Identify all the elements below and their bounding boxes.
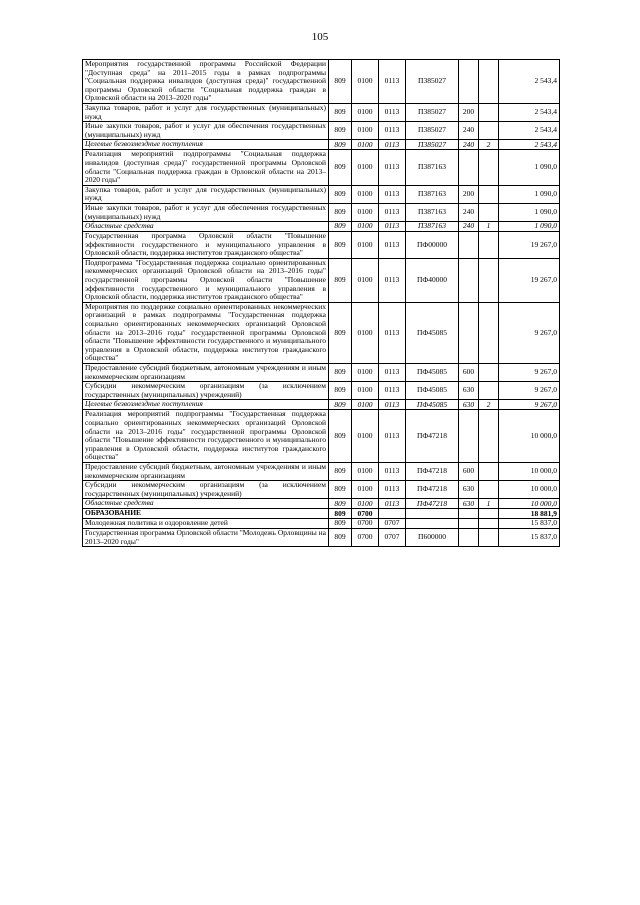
- row-description: Реализация мероприятий подпрограммы "Социальная поддержка инвалидов (доступная среда)" государственной программы Орловской области "Социальная поддержка граждан в Орловской области на 2013–2020 годы": [83, 150, 329, 185]
- subsection-code: 0113: [379, 400, 406, 410]
- subsection-code: 0113: [379, 185, 406, 203]
- table-row: [83, 382, 560, 400]
- funding-source-code: [479, 481, 499, 499]
- funding-source-code: [479, 410, 499, 463]
- target-article-code: ПФ40000: [406, 258, 459, 302]
- funding-source-code: [479, 462, 499, 480]
- target-article-code: П385027: [406, 103, 459, 121]
- target-article-code: ПФ47218: [406, 499, 459, 509]
- funding-source-code: [479, 509, 499, 519]
- funding-source-code: [479, 103, 499, 121]
- expense-type-code: [459, 528, 479, 546]
- section-code: 0100: [352, 400, 379, 410]
- amount: 10 000,0: [499, 462, 560, 480]
- subsection-code: 0113: [379, 364, 406, 382]
- expense-type-code: 630: [459, 400, 479, 410]
- funding-source-code: [479, 60, 499, 104]
- table-row: [83, 364, 560, 382]
- section-code: 0100: [352, 122, 379, 140]
- subsection-code: 0113: [379, 103, 406, 121]
- amount: 10 000,0: [499, 499, 560, 509]
- funding-source-code: [479, 382, 499, 400]
- subsection-code: 0113: [379, 481, 406, 499]
- expense-type-code: [459, 410, 479, 463]
- department-code: 809: [329, 302, 352, 363]
- department-code: 809: [329, 232, 352, 259]
- section-code: 0100: [352, 410, 379, 463]
- row-description: Иные закупки товаров, работ и услуг для обеспечения государственных (муниципальных) нужд: [83, 203, 329, 221]
- section-code: 0100: [352, 481, 379, 499]
- amount: 18 881,9: [499, 509, 560, 519]
- table-row: [83, 528, 560, 546]
- row-description: Субсидии некоммерческим организациям (за исключением государственных (муниципальных) учреждений): [83, 382, 329, 400]
- subsection-code: 0113: [379, 232, 406, 259]
- amount: 10 000,0: [499, 481, 560, 499]
- expense-type-code: 240: [459, 222, 479, 232]
- subsection-code: 0113: [379, 122, 406, 140]
- target-article-code: ПФ45085: [406, 382, 459, 400]
- subsection-code: 0113: [379, 302, 406, 363]
- row-description: Иные закупки товаров, работ и услуг для обеспечения государственных (муниципальных) нужд: [83, 122, 329, 140]
- section-code: 0100: [352, 364, 379, 382]
- target-article-code: П387163: [406, 185, 459, 203]
- target-article-code: П385027: [406, 122, 459, 140]
- table-row: [83, 60, 560, 104]
- department-code: 809: [329, 400, 352, 410]
- expense-type-code: [459, 60, 479, 104]
- row-description: Целевые безвозмездные поступления: [83, 140, 329, 150]
- department-code: 809: [329, 203, 352, 221]
- funding-source-code: [479, 302, 499, 363]
- department-code: 809: [329, 364, 352, 382]
- funding-source-code: [479, 519, 499, 529]
- amount: 9 267,0: [499, 302, 560, 363]
- amount: 10 000,0: [499, 410, 560, 463]
- funding-source-code: [479, 203, 499, 221]
- section-code: 0700: [352, 509, 379, 519]
- table-row: [83, 150, 560, 185]
- department-code: 809: [329, 528, 352, 546]
- target-article-code: П387163: [406, 203, 459, 221]
- section-code: 0100: [352, 258, 379, 302]
- section-code: 0100: [352, 462, 379, 480]
- row-description: Целевые безвозмездные поступления: [83, 400, 329, 410]
- amount: 1 090,0: [499, 222, 560, 232]
- subsection-code: 0113: [379, 203, 406, 221]
- target-article-code: П385027: [406, 60, 459, 104]
- target-article-code: ПФ45085: [406, 364, 459, 382]
- amount: 15 837,0: [499, 528, 560, 546]
- department-code: 809: [329, 222, 352, 232]
- section-code: 0100: [352, 302, 379, 363]
- table-row: [83, 481, 560, 499]
- expense-type-code: [459, 232, 479, 259]
- funding-source-code: 2: [479, 400, 499, 410]
- table-row: [83, 222, 560, 232]
- table-row: [83, 122, 560, 140]
- row-description: Подпрограмма "Государственная поддержка социально ориентированных некоммерческих организаций Орловской области на 2013–2016 годы" государственной программы Орловской области "Повышение эффективности государственного и муниципального управления в Орловской области, поддержка институтов гражданского общества": [83, 258, 329, 302]
- table-row: [83, 499, 560, 509]
- table-row: [83, 140, 560, 150]
- expense-type-code: 630: [459, 499, 479, 509]
- amount: 1 090,0: [499, 203, 560, 221]
- row-description: Молодежная политика и оздоровление детей: [83, 519, 329, 529]
- amount: 1 090,0: [499, 150, 560, 185]
- department-code: 809: [329, 462, 352, 480]
- department-code: 809: [329, 122, 352, 140]
- expense-type-code: [459, 150, 479, 185]
- table-row: [83, 462, 560, 480]
- funding-source-code: [479, 185, 499, 203]
- subsection-code: 0113: [379, 258, 406, 302]
- table-row: [83, 103, 560, 121]
- target-article-code: П600000: [406, 528, 459, 546]
- funding-source-code: [479, 528, 499, 546]
- target-article-code: ПФ47218: [406, 481, 459, 499]
- section-code: 0100: [352, 232, 379, 259]
- funding-source-code: [479, 150, 499, 185]
- section-code: 0100: [352, 203, 379, 221]
- amount: 9 267,0: [499, 400, 560, 410]
- section-code: 0100: [352, 185, 379, 203]
- row-description: Государственная программа Орловской области "Молодежь Орловщины на 2013–2020 годы": [83, 528, 329, 546]
- section-code: 0100: [352, 103, 379, 121]
- funding-source-code: [479, 232, 499, 259]
- expense-type-code: 200: [459, 103, 479, 121]
- row-description: Закупка товаров, работ и услуг для государственных (муниципальных) нужд: [83, 185, 329, 203]
- subsection-code: 0113: [379, 60, 406, 104]
- funding-source-code: 1: [479, 222, 499, 232]
- subsection-code: 0113: [379, 499, 406, 509]
- row-description: Мероприятия по поддержке социально ориентированных некоммерческих организаций в рамках подпрограммы "Государственная поддержка социально ориентированных некоммерческих организаций Орловской области на 2013–2016 годы" государственной программы Орловской области "Повышение эффективности государственного и муниципального управления в Орловской области, поддержка институтов гражданского общества": [83, 302, 329, 363]
- table-row: [83, 400, 560, 410]
- row-description: Мероприятия государственной программы Российской Федерации "Доступная среда" на 2011–2015 годы в рамках подпрограммы "Социальная поддержка инвалидов (доступная среда)" государственной программы Орловской области "Социальная поддержка граждан в Орловской области на 2013–2020 годы": [83, 60, 329, 104]
- amount: 9 267,0: [499, 364, 560, 382]
- target-article-code: [406, 519, 459, 529]
- subsection-code: 0113: [379, 462, 406, 480]
- target-article-code: П387163: [406, 222, 459, 232]
- section-code: 0100: [352, 140, 379, 150]
- section-code: 0700: [352, 519, 379, 529]
- department-code: 809: [329, 258, 352, 302]
- target-article-code: ПФ45085: [406, 302, 459, 363]
- expense-type-code: 200: [459, 185, 479, 203]
- expense-type-code: 240: [459, 140, 479, 150]
- funding-source-code: [479, 364, 499, 382]
- target-article-code: ПФ00000: [406, 232, 459, 259]
- page-number: 105: [311, 31, 329, 43]
- expense-type-code: [459, 302, 479, 363]
- department-code: 809: [329, 103, 352, 121]
- target-article-code: ПФ47218: [406, 462, 459, 480]
- expense-type-code: [459, 258, 479, 302]
- table-row: [83, 410, 560, 463]
- row-description: Субсидии некоммерческим организациям (за исключением государственных (муниципальных) учреждений): [83, 481, 329, 499]
- section-code: 0100: [352, 150, 379, 185]
- target-article-code: ПФ45085: [406, 400, 459, 410]
- department-code: 809: [329, 60, 352, 104]
- subsection-code: 0707: [379, 519, 406, 529]
- table-row: [83, 519, 560, 529]
- amount: 19 267,0: [499, 258, 560, 302]
- expense-type-code: 630: [459, 382, 479, 400]
- funding-source-code: 1: [479, 499, 499, 509]
- table-row: [83, 185, 560, 203]
- department-code: 809: [329, 509, 352, 519]
- expense-type-code: [459, 519, 479, 529]
- amount: 2 543,4: [499, 122, 560, 140]
- row-description: Областные средства: [83, 222, 329, 232]
- section-code: 0100: [352, 222, 379, 232]
- section-code: 0700: [352, 528, 379, 546]
- table-row: [83, 258, 560, 302]
- target-article-code: ПФ47218: [406, 410, 459, 463]
- row-description: ОБРАЗОВАНИЕ: [83, 509, 329, 519]
- target-article-code: [406, 509, 459, 519]
- section-code: 0100: [352, 499, 379, 509]
- row-description: Предоставление субсидий бюджетным, автономным учреждениям и иным некоммерческим организациям: [83, 364, 329, 382]
- table-row: [83, 302, 560, 363]
- subsection-code: 0113: [379, 140, 406, 150]
- target-article-code: П387163: [406, 150, 459, 185]
- row-description: Областные средства: [83, 499, 329, 509]
- subsection-code: 0707: [379, 528, 406, 546]
- subsection-code: 0113: [379, 382, 406, 400]
- amount: 19 267,0: [499, 232, 560, 259]
- expense-type-code: 630: [459, 481, 479, 499]
- amount: 2 543,4: [499, 103, 560, 121]
- section-code: 0100: [352, 60, 379, 104]
- amount: 2 543,4: [499, 140, 560, 150]
- funding-source-code: [479, 122, 499, 140]
- amount: 15 837,0: [499, 519, 560, 529]
- budget-table: [82, 59, 560, 547]
- expense-type-code: [459, 509, 479, 519]
- department-code: 809: [329, 150, 352, 185]
- amount: 9 267,0: [499, 382, 560, 400]
- row-description: Закупка товаров, работ и услуг для государственных (муниципальных) нужд: [83, 103, 329, 121]
- funding-source-code: [479, 258, 499, 302]
- department-code: 809: [329, 140, 352, 150]
- funding-source-code: 2: [479, 140, 499, 150]
- row-description: Государственная программа Орловской области "Повышение эффективности государственного и муниципального управления в Орловской области, поддержка институтов гражданского общества": [83, 232, 329, 259]
- department-code: 809: [329, 382, 352, 400]
- table-row: [83, 203, 560, 221]
- amount: 2 543,4: [499, 60, 560, 104]
- department-code: 809: [329, 499, 352, 509]
- target-article-code: П385027: [406, 140, 459, 150]
- row-description: Реализация мероприятий подпрограммы "Государственная поддержка социально ориентированных некоммерческих организаций Орловской области на 2013–2016 годы" государственной программы Орловской области "Повышение эффективности государственного и муниципального управления в Орловской области, поддержка институтов гражданского общества": [83, 410, 329, 463]
- department-code: 809: [329, 481, 352, 499]
- row-description: Предоставление субсидий бюджетным, автономным учреждениям и иным некоммерческим организациям: [83, 462, 329, 480]
- subsection-code: [379, 509, 406, 519]
- expense-type-code: 240: [459, 122, 479, 140]
- department-code: 809: [329, 185, 352, 203]
- amount: 1 090,0: [499, 185, 560, 203]
- department-code: 809: [329, 410, 352, 463]
- expense-type-code: 600: [459, 462, 479, 480]
- department-code: 809: [329, 519, 352, 529]
- subsection-code: 0113: [379, 410, 406, 463]
- subsection-code: 0113: [379, 222, 406, 232]
- expense-type-code: 240: [459, 203, 479, 221]
- table-row: [83, 509, 560, 519]
- table-row: [83, 232, 560, 259]
- section-code: 0100: [352, 382, 379, 400]
- expense-type-code: 600: [459, 364, 479, 382]
- subsection-code: 0113: [379, 150, 406, 185]
